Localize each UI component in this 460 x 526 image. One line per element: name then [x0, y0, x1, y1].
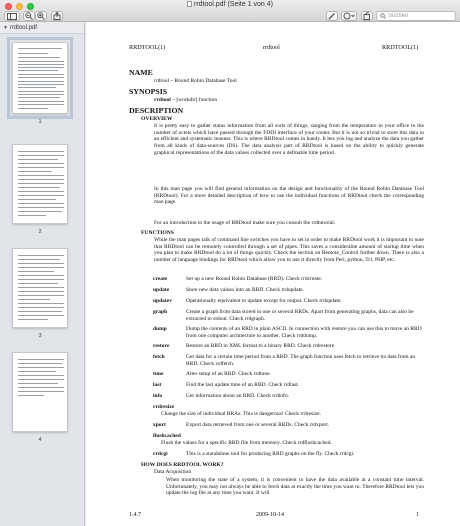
window-controls	[5, 3, 34, 10]
page-footer-left: 1.4.7	[129, 512, 141, 518]
command-name: rrdcgi	[153, 451, 168, 457]
command-name: xport	[153, 422, 166, 428]
page-header-left: RRDTOOL(1)	[129, 44, 166, 51]
command-description: Get data for a certain time period from a RRD. The graph function uses fetch to retrieve its data from an RRD. Check rrdfetch.	[186, 354, 416, 367]
command-description: Operationally equivalent to update except for output. Check rrdupdate.	[186, 298, 342, 304]
command-name: restore	[153, 343, 170, 349]
zoom-window-button[interactable]	[27, 3, 34, 10]
minimize-window-button[interactable]	[16, 3, 23, 10]
rotate-icon	[363, 12, 371, 20]
zoom-in-button[interactable]	[35, 11, 47, 21]
command-description: Change the size of individual RRAs. This is dangerous! Check rrdresize.	[161, 411, 321, 417]
page-thumbnail-image[interactable]	[12, 352, 68, 432]
pdf-document-icon	[187, 1, 192, 7]
page-header-center: rrdtool	[263, 44, 280, 51]
command-description: Find the last update time of an RRD. Check rrdlast.	[186, 382, 300, 388]
page-header-right: RRDTOOL(1)	[382, 44, 419, 51]
section-heading-name: NAME	[129, 68, 153, 77]
command-description: Create a graph from data stored in one or several RRDs. Apart from generating graphs, data can also be extracted to stdout. Check rrdgraph.	[186, 309, 414, 322]
command-description: Export data retrieved from one or several RRDs. Check rrdxport.	[186, 422, 330, 428]
zoom-out-button[interactable]	[23, 11, 35, 21]
page-thumbnail-image[interactable]	[12, 42, 68, 114]
search-icon	[380, 13, 386, 19]
synopsis-text: rrdtool – [workdir] function	[154, 97, 218, 103]
page-footer-right: 1	[416, 512, 419, 518]
thumbnail-page-1[interactable]	[12, 42, 68, 125]
command-name: graph	[153, 309, 168, 315]
command-name: updatev	[153, 298, 172, 304]
overview-paragraph-1: It is pretty easy to gather status information from all sorts of things, ranging from the temperature in your office to the number of octets which have passed through the FDDI interface of your router. But it is not so trivial to store this data in an efficient and systematic manner. This is where RRDtool comes in handy. It lets you log and analyze the data you gather from all kinds of data-sources (DS). The data analysis part of RRDtool is based on the ability to quickly generate graphical representations of the data values collected over a definable time period.	[154, 123, 424, 156]
sidebar-icon	[7, 13, 17, 20]
command-name: tune	[153, 371, 164, 377]
disclosure-triangle-icon[interactable]: ▼	[3, 24, 8, 31]
command-description: Alter setup of an RRD. Check rrdtune.	[186, 371, 271, 377]
thumbnail-page-number: 3	[38, 333, 42, 339]
search-field[interactable]	[376, 11, 456, 21]
document-view[interactable]	[86, 22, 460, 526]
command-name: flushcached	[153, 433, 181, 439]
command-name: fetch	[153, 354, 165, 360]
rotate-button[interactable]	[361, 11, 373, 21]
section-heading-synopsis: SYNOPSIS	[129, 87, 168, 96]
command-description: Set up a new Round Robin Database (RRD). Check rrdcreate.	[186, 276, 323, 282]
command-name: rrdresize	[153, 404, 175, 410]
name-text: rrdtool – Round Robin Database Tool	[154, 78, 237, 84]
command-description: Store new data values into an RRD. Check rrdupdate.	[186, 287, 304, 293]
command-name: info	[153, 393, 163, 399]
command-description: Restore an RRD in XML format to a binary RRD. Check rrdrestore	[186, 343, 335, 349]
data-acquisition-paragraph: When monitoring the state of a system, it is convenient to have the data available at a constant time interval. Unfortunately, you may not always be able to fetch data at exactly the time you want to. Therefore RRDtool lets you update the log file at any time you want. It will	[166, 477, 424, 497]
command-description: Dump the contents of an RRD in plain ASCII. In connection with restore you can use this to move an RRD from one computer architecture to another. Check rrddump.	[186, 326, 422, 339]
pdf-page	[86, 22, 460, 526]
command-name: update	[153, 287, 170, 293]
command-description: Get information about an RRD. Check rrdinfo.	[186, 393, 289, 399]
sidebar-toggle-button[interactable]	[4, 11, 20, 21]
command-name: create	[153, 276, 168, 282]
subheading-overview: OVERVIEW	[141, 116, 173, 122]
command-description: Flush the values for a specific RRD file from memory. Check rrdflushcached.	[161, 440, 332, 446]
close-window-button[interactable]	[5, 3, 12, 10]
thumbnail-page-3[interactable]	[12, 248, 68, 339]
subheading-data-acquisition: Data Acquisition	[154, 469, 192, 475]
thumbnail-sidebar	[0, 22, 85, 526]
markup-toolbox-icon	[343, 12, 355, 20]
window-title: rrdtool.pdf (Seite 1 von 4)	[170, 1, 290, 8]
thumbnail-page-number: 4	[38, 437, 42, 443]
page-thumbnail-image[interactable]	[12, 144, 68, 224]
overview-paragraph-2: In this man page you will find general information on the design and functionality of the Round Robin Database Tool (RRDtool). For a more detailed description of how to use the individual functions of RRDtool check the corresponding man page.	[154, 186, 424, 206]
share-icon	[53, 12, 61, 20]
overview-paragraph-3: For an introduction to the usage of RRDtool make sure you consult the rrdtutorial.	[154, 220, 336, 226]
search-input[interactable]	[388, 12, 456, 20]
section-heading-description: DESCRIPTION	[129, 106, 184, 115]
subheading-how-does-rrdtool-work: HOW DOES RRDTOOL WORK?	[141, 462, 224, 468]
share-button[interactable]	[51, 11, 63, 21]
page-footer-center: 2009-10-14	[256, 512, 284, 518]
zoom-in-icon	[37, 12, 45, 20]
page-thumbnail-image[interactable]	[12, 248, 68, 328]
markup-menu-button[interactable]	[341, 11, 357, 21]
thumbnail-page-4[interactable]	[12, 352, 68, 443]
thumbnail-page-2[interactable]	[12, 144, 68, 235]
pen-icon	[328, 12, 336, 20]
markup-pen-button[interactable]	[326, 11, 338, 21]
title-bar	[0, 0, 460, 22]
thumbnail-page-number: 1	[38, 119, 42, 125]
command-name: dump	[153, 326, 167, 332]
command-description: This is a standalone tool for producing RRD graphs on the fly. Check rrdcgi.	[186, 451, 355, 457]
zoom-out-icon	[25, 12, 33, 20]
command-name: last	[153, 382, 162, 388]
functions-paragraph: While the man pages talk of command line switches you have to set in order to make RRDtool work it is important to note that RRDtool can be remotely controlled through a set of pipes. This saves a considerable amount of startup time when you plan to make RRDtool do a lot of things quickly. Check the section on Remote_Control further down. There is also a number of language bindings for RRDtool which allow you to use it directly from Perl, python, Tcl, PHP, etc.	[154, 237, 424, 264]
thumbnail-page-number: 2	[38, 229, 42, 235]
sidebar-document-row[interactable]: ▼ rrdtool.pdf	[0, 22, 84, 34]
subheading-functions: FUNCTIONS	[141, 230, 174, 236]
